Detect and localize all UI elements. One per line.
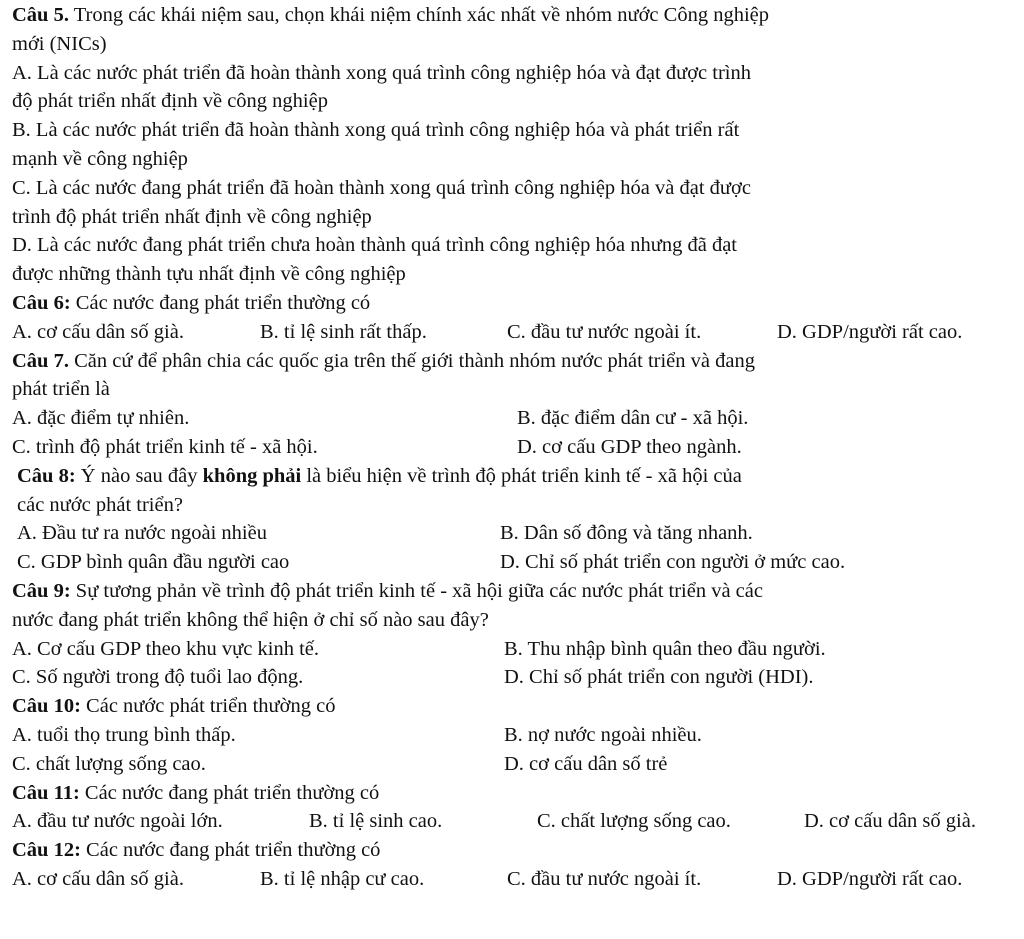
q7-option-c: C. trình độ phát triển kinh tế - xã hội. <box>12 435 318 458</box>
q9-option-c: C. Số người trong độ tuổi lao động. <box>12 666 304 689</box>
q11-option-b: B. tỉ lệ sinh cao. <box>309 810 443 833</box>
q6-label: Câu 6: <box>12 291 71 314</box>
q7-stem-line-1 <box>12 347 1024 376</box>
q10-option-d: D. cơ cấu dân số trẻ <box>504 752 668 775</box>
q6-option-d: D. GDP/người rất cao. <box>777 320 963 343</box>
q10-options-row-2 <box>12 750 1024 779</box>
q7-options-row-2 <box>12 433 1024 462</box>
q7-stem-line-2: phát triển là <box>12 378 110 401</box>
q11-options <box>12 807 1024 836</box>
q9-stem-1: Sự tương phản về trình độ phát triển kinh tế - xã hội giữa các nước phát triển và các <box>70 579 763 602</box>
q8-option-a: A. Đầu tư ra nước ngoài nhiều <box>17 522 267 545</box>
q8-stem-post: là biểu hiện về trình độ phát triển kinh tế - xã hội của <box>301 464 742 487</box>
q5-stem-1: Trong các khái niệm sau, chọn khái niệm chính xác nhất về nhóm nước Công nghiệp <box>68 4 769 26</box>
q8-options-row-1 <box>12 519 1024 548</box>
q6-option-b: B. tỉ lệ sinh rất thấp. <box>260 320 427 343</box>
q12-option-d: D. GDP/người rất cao. <box>777 867 963 890</box>
q8-stem-emphasis: không phải <box>202 464 302 487</box>
q10-option-a: A. tuổi thọ trung bình thấp. <box>12 723 236 746</box>
q10-option-b: B. nợ nước ngoài nhiều. <box>504 723 702 746</box>
q6-option-a: A. cơ cấu dân số già. <box>12 320 184 343</box>
q5-stem-line-1 <box>12 1 1024 30</box>
q12-options <box>12 865 1024 894</box>
q7-label: Câu 7. <box>12 349 69 372</box>
q11-option-c: C. chất lượng sống cao. <box>537 810 731 833</box>
q11-label: Câu 11: <box>12 781 80 804</box>
q11-option-a: A. đầu tư nước ngoài lớn. <box>12 810 223 833</box>
q5-option-b-line-2: mạnh về công nghiệp <box>12 147 188 170</box>
q8-stem-line-2: các nước phát triển? <box>17 493 183 516</box>
q11-option-d: D. cơ cấu dân số già. <box>804 810 976 833</box>
q12-label: Câu 12: <box>12 839 81 862</box>
q9-option-b: B. Thu nhập bình quân theo đầu người. <box>504 637 826 660</box>
q11-stem-line <box>12 779 1024 808</box>
q5-option-b-line-1: B. Là các nước phát triển đã hoàn thành xong quá trình công nghiệp hóa và phát triển rất <box>12 119 740 142</box>
q12-stem-line <box>12 836 1024 865</box>
q9-options-row-2 <box>12 663 1024 692</box>
q9-label: Câu 9: <box>12 579 71 602</box>
q10-option-c: C. chất lượng sống cao. <box>12 752 206 775</box>
q8-label: Câu 8: <box>17 464 76 487</box>
q10-stem: Các nước phát triển thường có <box>80 695 336 718</box>
q5-option-a-line-2: độ phát triển nhất định về công nghiệp <box>12 90 328 113</box>
q7-option-d: D. cơ cấu GDP theo ngành. <box>517 435 742 458</box>
q6-stem-line <box>12 289 1024 318</box>
q9-stem-line-2: nước đang phát triển không thể hiện ở chỉ số nào sau đây? <box>12 608 489 631</box>
q5-label: Câu 5. <box>12 4 69 26</box>
q12-option-b: B. tỉ lệ nhập cư cao. <box>260 867 425 890</box>
q7-options-row-1 <box>12 404 1024 433</box>
q9-option-d: D. Chỉ số phát triển con người (HDI). <box>504 666 814 689</box>
q9-options-row-1 <box>12 635 1024 664</box>
q5-option-d-line-1: D. Là các nước đang phát triển chưa hoàn thành quá trình công nghiệp hóa nhưng đã đạt <box>12 234 737 257</box>
q8-stem-pre: Ý nào sau đây <box>75 464 203 487</box>
q5-option-c-line-2: trình độ phát triển nhất định về công nghiệp <box>12 205 372 228</box>
q8-option-d: D. Chỉ số phát triển con người ở mức cao. <box>500 551 846 574</box>
q9-option-a: A. Cơ cấu GDP theo khu vực kinh tế. <box>12 637 320 660</box>
q5-option-d-line-2: được những thành tựu nhất định về công nghiệp <box>12 263 406 286</box>
q7-option-b: B. đặc điểm dân cư - xã hội. <box>517 407 749 430</box>
q8-option-b: B. Dân số đông và tăng nhanh. <box>500 522 753 545</box>
q10-label: Câu 10: <box>12 695 81 718</box>
q9-stem-line-1 <box>12 577 1024 606</box>
q11-stem: Các nước đang phát triển thường có <box>79 781 380 804</box>
q12-stem: Các nước đang phát triển thường có <box>80 839 381 862</box>
q12-option-c: C. đầu tư nước ngoài ít. <box>507 867 702 890</box>
q5-option-a-line-1: A. Là các nước phát triển đã hoàn thành xong quá trình công nghiệp hóa và đạt được trình <box>12 61 751 84</box>
q6-options <box>12 318 1024 347</box>
q6-option-c: C. đầu tư nước ngoài ít. <box>507 320 702 343</box>
q12-option-a: A. cơ cấu dân số già. <box>12 867 184 890</box>
q8-stem-line-1 <box>12 462 1024 491</box>
q5-stem-line-2: mới (NICs) <box>12 32 107 55</box>
q7-option-a: A. đặc điểm tự nhiên. <box>12 407 190 430</box>
q7-stem-1: Căn cứ để phân chia các quốc gia trên thế giới thành nhóm nước phát triển và đang <box>68 349 755 372</box>
q8-option-c: C. GDP bình quân đầu người cao <box>17 551 290 574</box>
q10-options-row-1 <box>12 721 1024 750</box>
q10-stem-line <box>12 692 1024 721</box>
q6-stem: Các nước đang phát triển thường có <box>70 291 371 314</box>
q8-options-row-2 <box>12 548 1024 577</box>
q5-option-c-line-1: C. Là các nước đang phát triển đã hoàn thành xong quá trình công nghiệp hóa và đạt được <box>12 176 751 199</box>
